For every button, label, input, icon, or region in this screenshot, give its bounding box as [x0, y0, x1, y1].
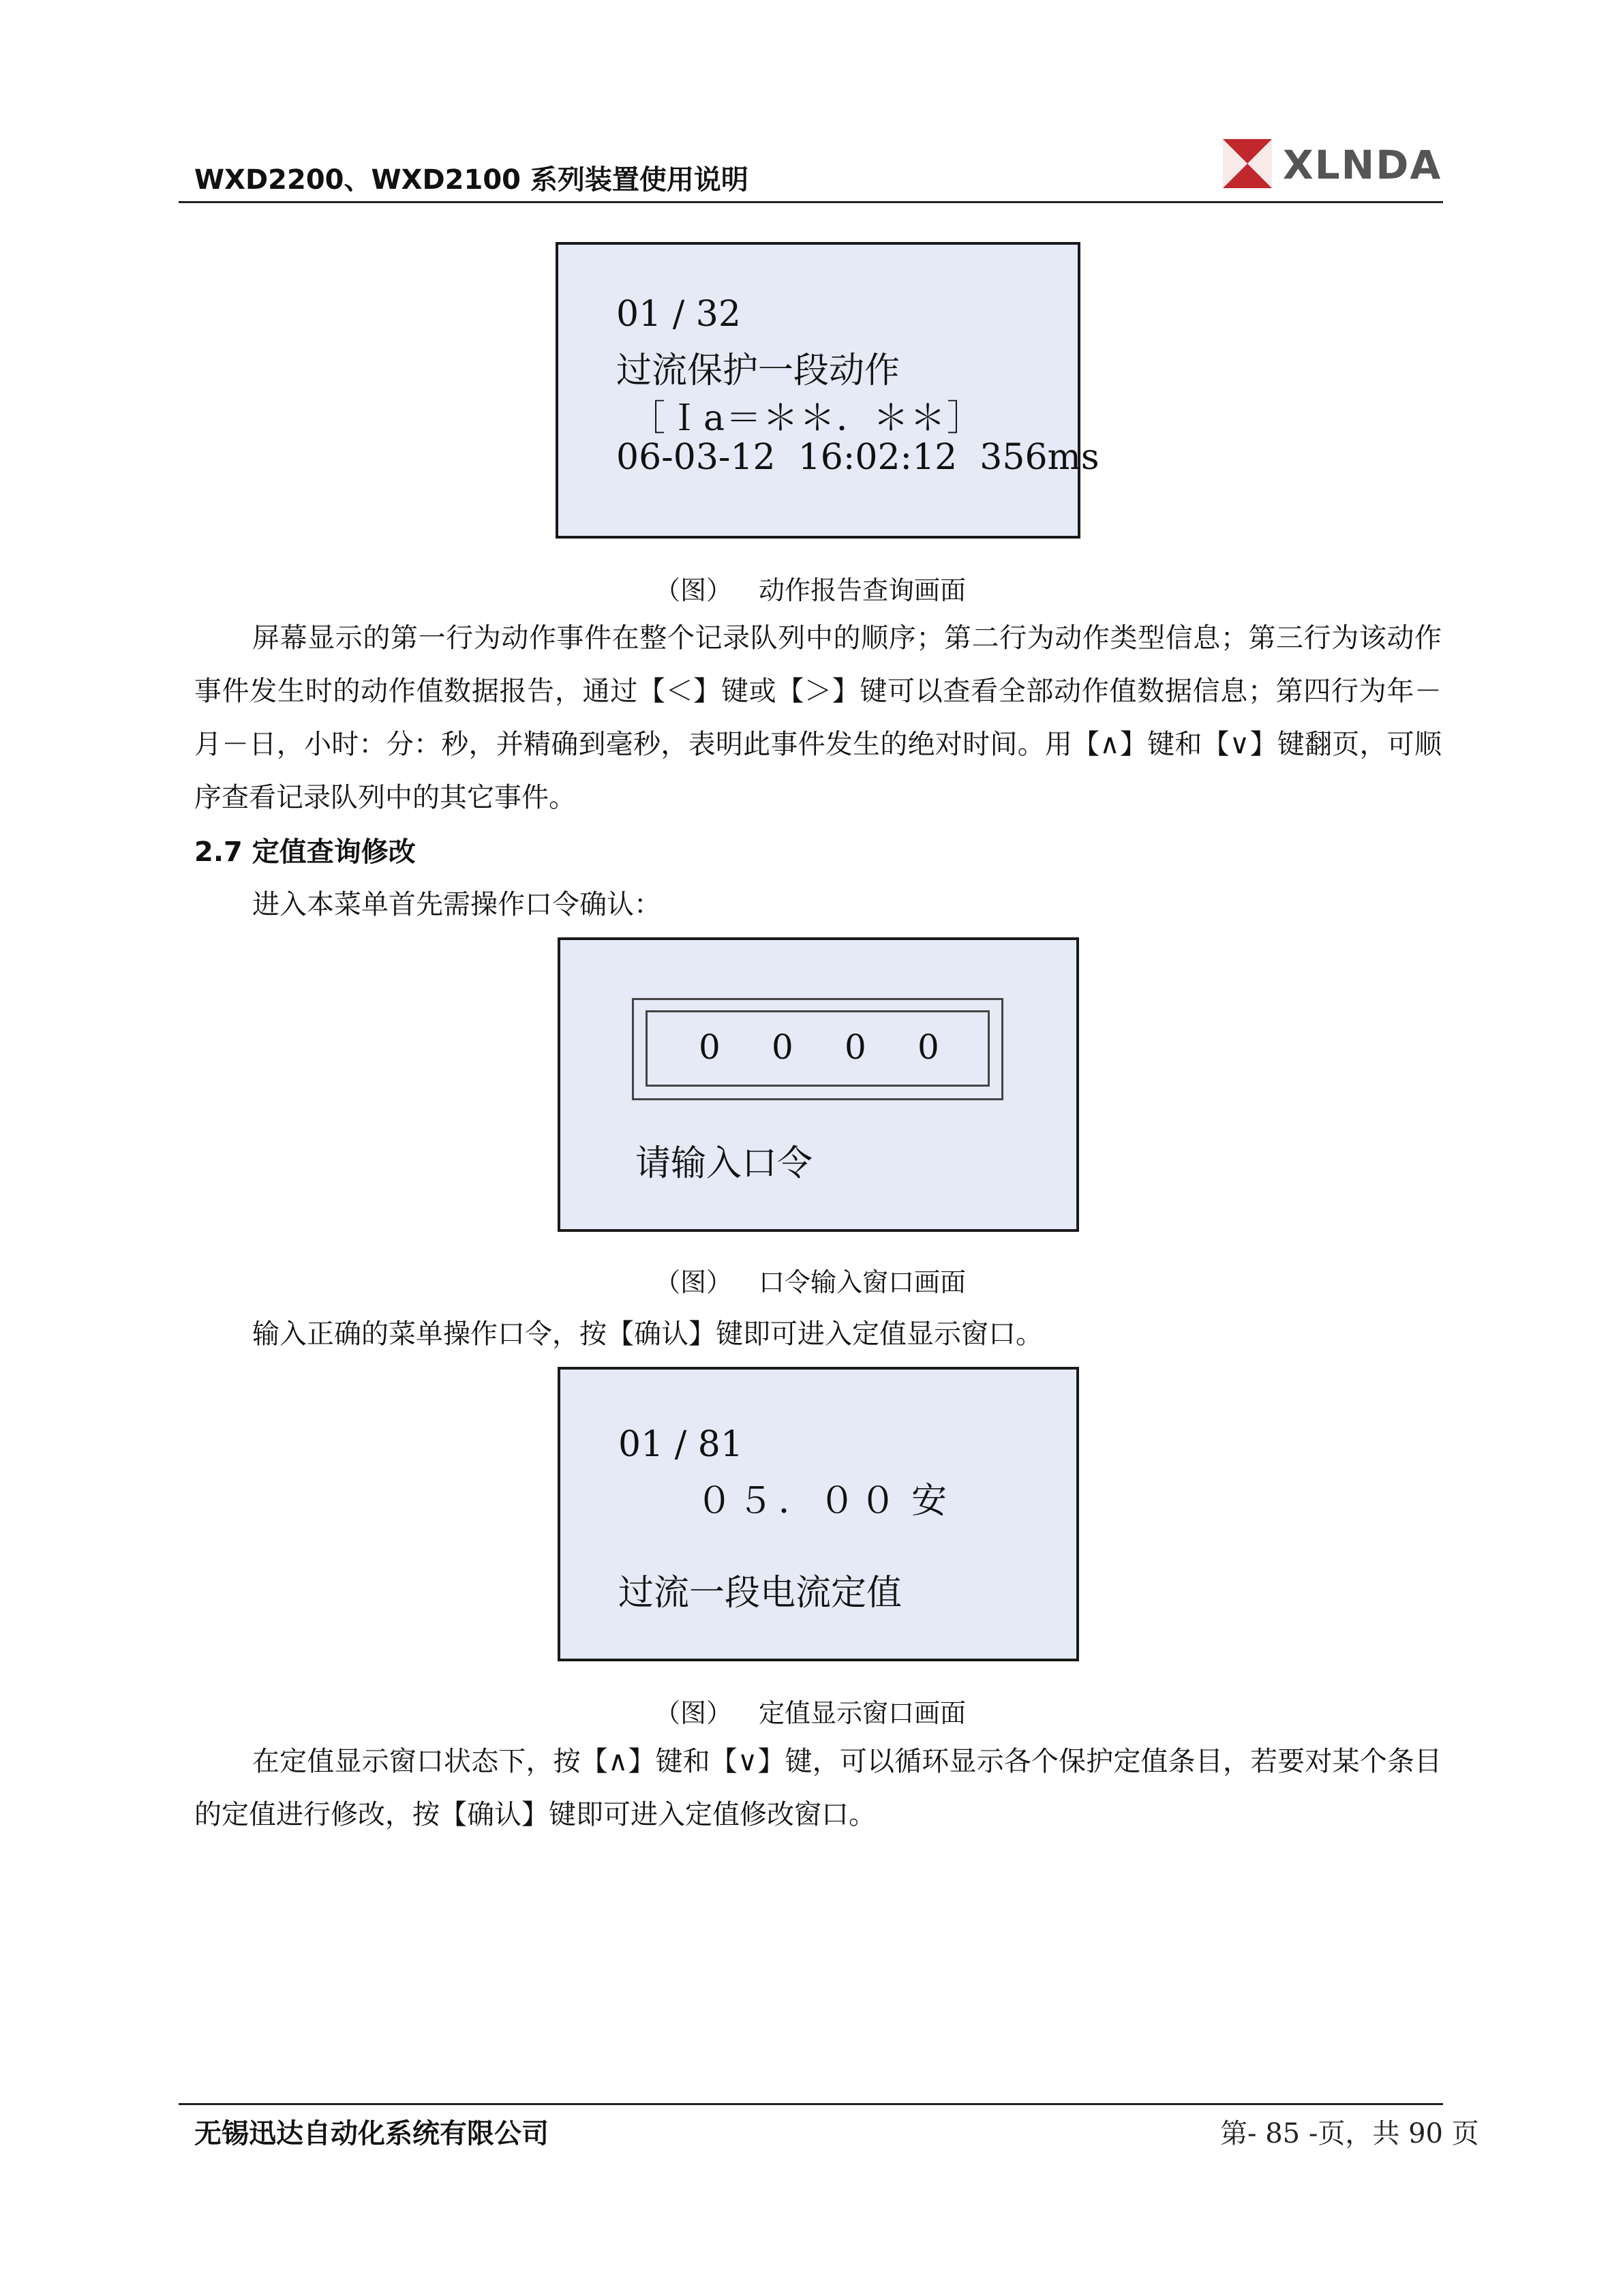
figure2-caption-prefix: （图）	[654, 1267, 733, 1297]
header-rule	[179, 201, 1443, 203]
record-index: 01 / 32	[616, 294, 741, 335]
password-prompt: 请输入口令	[635, 1143, 813, 1184]
logo-text: XLNDA	[1283, 142, 1442, 188]
paragraph-setting-display: 在定值显示窗口状态下，按【∧】键和【∨】键，可以循环显示各个保护定值条目，若要对某个条目的定值进行修改，按【确认】键即可进入定值修改窗口。	[194, 1746, 1442, 1830]
company-logo	[1220, 136, 1442, 191]
password-digit: 0	[845, 1027, 866, 1067]
footer-page-number: 第- 85 -页，共 90 页	[1220, 2118, 1479, 2149]
password-digit: 0	[917, 1027, 939, 1067]
action-report-screen	[556, 242, 1099, 539]
section-heading: 2.7 定值查询修改	[194, 836, 416, 868]
action-timestamp: 06-03-12 16:02:12 356ms	[616, 437, 1099, 478]
setting-display-screen	[558, 1367, 1079, 1661]
password-digit: 0	[772, 1027, 793, 1067]
setting-index: 01 / 81	[618, 1424, 743, 1465]
footer-rule	[179, 2103, 1443, 2105]
logo-mark-icon	[1220, 136, 1275, 191]
password-screen	[558, 937, 1079, 1232]
setting-name: 过流一段电流定值	[618, 1573, 902, 1614]
password-input[interactable]	[646, 1010, 990, 1087]
figure1-caption-prefix: （图）	[654, 575, 733, 605]
action-type: 过流保护一段动作	[616, 350, 900, 391]
paragraph-password: 输入正确的菜单操作口令，按【确认】键即可进入定值显示窗口。	[252, 1318, 1043, 1350]
setting-unit: 安	[911, 1481, 947, 1522]
action-value: ［Ｉa＝＊＊．＊＊］	[630, 398, 984, 439]
figure3-caption-prefix: （图）	[654, 1698, 733, 1728]
document-title: WXD2200、WXD2100 系列装置使用说明	[194, 164, 748, 196]
setting-value: ０５．００	[697, 1481, 902, 1522]
figure2-caption: 口令输入窗口画面	[759, 1267, 967, 1297]
section-intro: 进入本菜单首先需操作口令确认：	[252, 889, 661, 920]
figure3-caption: 定值显示窗口画面	[759, 1698, 967, 1728]
footer-company: 无锡迅达自动化系统有限公司	[194, 2118, 549, 2149]
password-digit: 0	[699, 1027, 721, 1067]
figure1-caption: 动作报告查询画面	[759, 575, 967, 605]
paragraph-action-report: 屏幕显示的第一行为动作事件在整个记录队列中的顺序；第二行为动作类型信息；第三行为该动作事件发生时的动作值数据报告，通过【＜】键或【＞】键可以查看全部动作值数据信息；第四行为年－月－日，小时：分：秒，并精确到毫秒，表明此事件发生的绝对时间。用【∧】键和【∨】键翻页，可顺序查看记录队列中的其它事件。	[194, 622, 1442, 813]
